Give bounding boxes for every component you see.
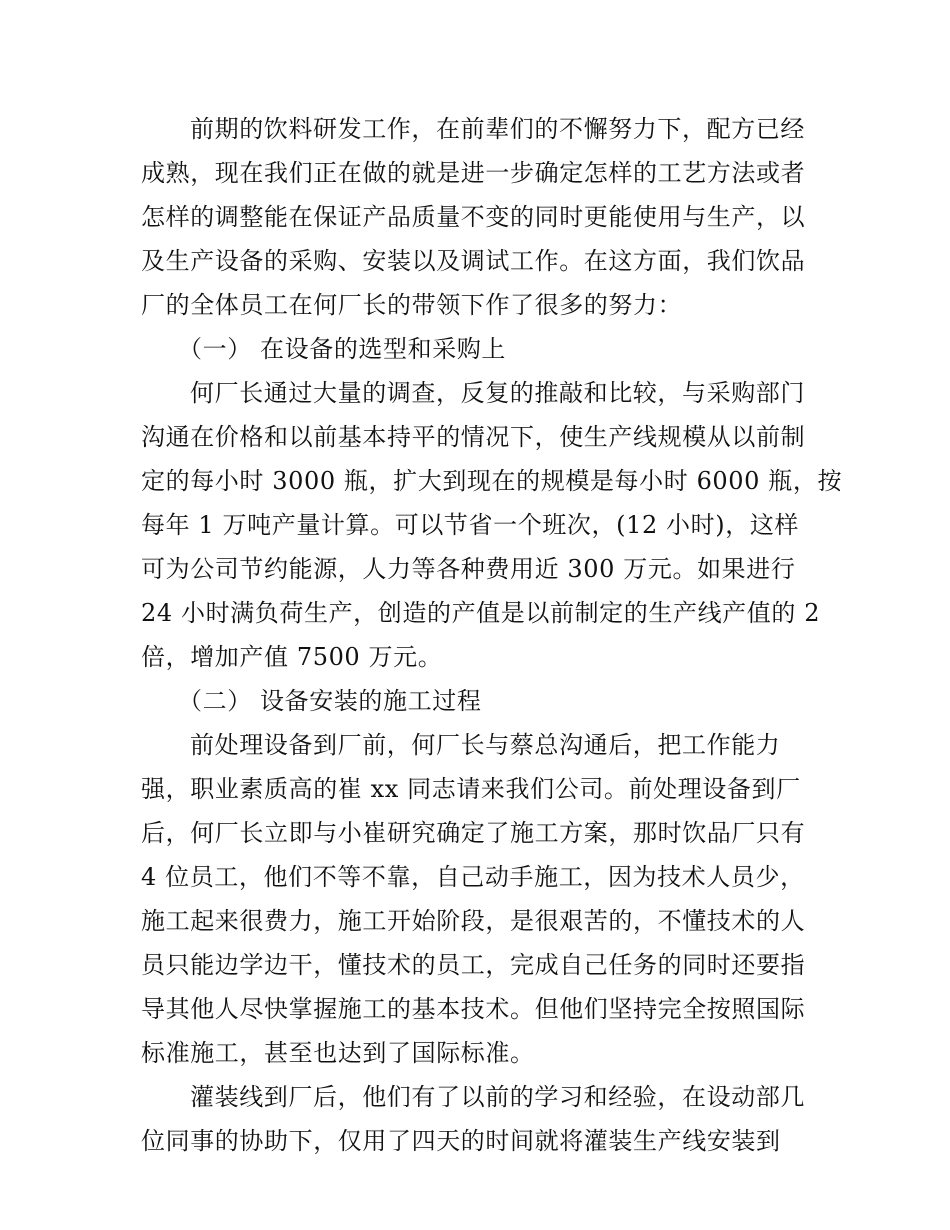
text-line: 及生产设备的采购、安装以及调试工作。在这方面，我们饮品: [141, 247, 806, 275]
text-line: 沟通在价格和以前基本持平的情况下，使生产线规模从以前制: [141, 423, 806, 451]
text-line: 每年 1 万吨产量计算。可以节省一个班次，(12 小时)，这样: [141, 511, 800, 539]
text-line: 强，职业素质高的崔 xx 同志请来我们公司。前处理设备到厂: [141, 775, 801, 803]
text-line: 4 位员工，他们不等不靠，自己动手施工，因为技术人员少，: [141, 863, 805, 891]
text-line: 导其他人尽快掌握施工的基本技术。但他们坚持完全按照国际: [141, 995, 806, 1023]
text-line: 24 小时满负荷生产，创造的产值是以前制定的生产线产值的 2: [141, 599, 821, 627]
text-line: 倍，增加产值 7500 万元。: [141, 643, 443, 671]
text-line: 前期的饮料研发工作，在前辈们的不懈努力下，配方已经: [190, 115, 805, 143]
text-line: 定的每小时 3000 瓶，扩大到现在的规模是每小时 6000 瓶，按: [141, 467, 843, 495]
text-line: 标准施工，甚至也达到了国际标准。: [141, 1039, 535, 1067]
text-line: 怎样的调整能在保证产品质量不变的同时更能使用与生产，以: [141, 203, 806, 231]
text-line: 员只能边学边干，懂技术的员工，完成自己任务的同时还要指: [141, 951, 806, 979]
text-line: 厂的全体员工在何厂长的带领下作了很多的努力：: [141, 291, 683, 319]
text-line: 位同事的协助下，仅用了四天的时间就将灌装生产线安装到: [141, 1127, 781, 1155]
section-heading: （二） 设备安装的施工过程: [178, 687, 482, 715]
text-line: 后，何厂长立即与小崔研究确定了施工方案，那时饮品厂只有: [141, 819, 806, 847]
text-line: 前处理设备到厂前，何厂长与蔡总沟通后，把工作能力: [190, 731, 781, 759]
text-line: 成熟，现在我们正在做的就是进一步确定怎样的工艺方法或者: [141, 159, 806, 187]
text-line: 施工起来很费力，施工开始阶段，是很艰苦的，不懂技术的人: [141, 907, 806, 935]
text-line: 可为公司节约能源，人力等各种费用近 300 万元。如果进行: [141, 555, 796, 583]
text-line: 灌装线到厂后，他们有了以前的学习和经验，在设动部几: [190, 1083, 805, 1111]
text-line: 何厂长通过大量的调查，反复的推敲和比较，与采购部门: [190, 379, 805, 407]
section-heading: （一） 在设备的选型和采购上: [178, 335, 507, 363]
